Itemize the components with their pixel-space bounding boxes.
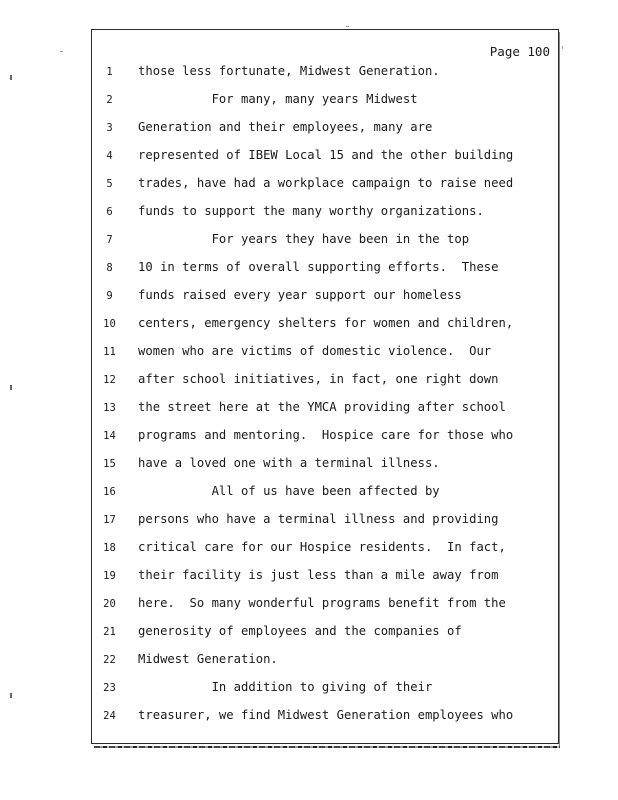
line-number: 14 [103, 430, 116, 442]
line-number: 18 [103, 542, 116, 554]
transcript-line [92, 708, 560, 728]
line-number: 9 [106, 290, 113, 302]
transcript-line [92, 316, 560, 336]
line-text: funds to support the many worthy organizations. [138, 204, 484, 218]
transcript-line [92, 428, 560, 448]
line-text: those less fortunate, Midwest Generation. [138, 64, 440, 78]
transcript-line [92, 176, 560, 196]
margin-mark [10, 75, 12, 80]
line-number: 19 [103, 570, 116, 582]
transcript-line [92, 568, 560, 588]
line-text: trades, have had a workplace campaign to raise need [138, 176, 514, 190]
line-number: 21 [103, 626, 116, 638]
transcript-line [92, 456, 560, 476]
line-number: 4 [106, 150, 113, 162]
transcript-line [92, 344, 560, 364]
line-number: 8 [106, 262, 113, 274]
line-text: women who are victims of domestic violence. Our [138, 344, 492, 358]
transcript-line [92, 372, 560, 392]
line-text: treasurer, we find Midwest Generation employees who [138, 708, 514, 722]
line-text: have a loved one with a terminal illness. [138, 456, 440, 470]
scan-speck [60, 51, 63, 52]
line-number: 15 [103, 458, 116, 470]
line-text: here. So many wonderful programs benefit from the [138, 596, 506, 610]
line-text: All of us have been affected by [138, 484, 440, 498]
line-number: 11 [103, 346, 116, 358]
line-number: 20 [103, 598, 116, 610]
line-number: 23 [103, 682, 116, 694]
line-number: 5 [106, 178, 113, 190]
line-number: 16 [103, 486, 116, 498]
line-text: centers, emergency shelters for women and children, [138, 316, 514, 330]
scan-speck [562, 46, 563, 49]
line-text: In addition to giving of their [138, 680, 433, 694]
line-text: critical care for our Hospice residents. In fact, [138, 540, 506, 554]
transcript-line [92, 400, 560, 420]
page-number: Page 100 [489, 44, 550, 59]
line-number: 3 [106, 122, 113, 134]
margin-mark [10, 385, 12, 390]
transcript-line [92, 64, 560, 84]
transcript-line [92, 120, 560, 140]
line-number: 6 [106, 206, 113, 218]
transcript-line [92, 148, 560, 168]
transcript-line [92, 260, 560, 280]
transcript-line [92, 484, 560, 504]
transcript-line [92, 540, 560, 560]
transcript-line [92, 596, 560, 616]
transcript-line [92, 232, 560, 252]
transcript-line [92, 288, 560, 308]
line-number: 1 [106, 66, 113, 78]
line-text: 10 in terms of overall supporting efforts. These [138, 260, 499, 274]
transcript-line [92, 512, 560, 532]
line-text: generosity of employees and the companies of [138, 624, 462, 638]
line-number: 22 [103, 654, 116, 666]
line-number: 13 [103, 402, 116, 414]
line-text: the street here at the YMCA providing after school [138, 400, 506, 414]
line-text: Midwest Generation. [138, 652, 278, 666]
line-text: funds raised every year support our homeless [138, 288, 462, 302]
line-text: Generation and their employees, many are [138, 120, 433, 134]
line-text: after school initiatives, in fact, one right down [138, 372, 499, 386]
transcript-line [92, 92, 560, 112]
line-number: 24 [103, 710, 116, 722]
transcript-line [92, 680, 560, 700]
transcript-line [92, 624, 560, 644]
line-text: persons who have a terminal illness and providing [138, 512, 499, 526]
line-text: their facility is just less than a mile away from [138, 568, 499, 582]
transcript-line [92, 652, 560, 672]
line-number: 10 [103, 318, 116, 330]
line-number: 7 [106, 234, 113, 246]
line-text: represented of IBEW Local 15 and the other building [138, 148, 514, 162]
line-number: 2 [106, 94, 113, 106]
scan-speck [346, 26, 349, 27]
line-number: 17 [103, 514, 116, 526]
line-number: 12 [103, 374, 116, 386]
frame-edge-bottom [94, 746, 560, 748]
transcript-page [91, 29, 559, 744]
line-text: programs and mentoring. Hospice care for those who [138, 428, 514, 442]
line-text: For years they have been in the top [138, 232, 470, 246]
margin-mark [10, 693, 12, 698]
line-text: For many, many years Midwest [138, 92, 418, 106]
transcript-line [92, 204, 560, 224]
